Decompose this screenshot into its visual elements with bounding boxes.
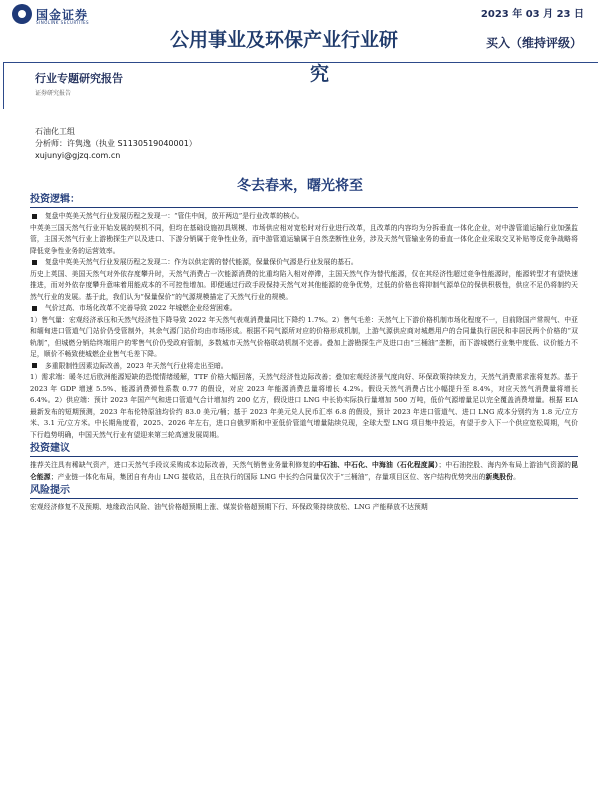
text-run: ；中石油控股、海内外布局上游油气资源的 (438, 461, 572, 469)
paragraph: 1）需求端：暖冬过后欧洲能源短缺的恐慌情绪缓解，TTF 价格大幅回落，天然气经济性边际改善；叠加宏观经济景气度向好、环保政策持续发力，天然气消费需求涨将复苏。基于 2023 年 GDP 增速 5.5%、能源消费弹性系数 0.77 的假设，对应 2023 年能源消费总量将增长 4.2%。假设天然气消费占比小幅提升至 8.4%，对应天然气消费量将增长 6.4%。2）供应端：预计 2023 年国产气和进口管道气合计增加约 200 亿方，假设进口 LNG 中长协实际执行量增加 500 万吨，低价气源增量足以完全覆盖消费增量。根据 EIA 最新发布的短期预测，2023 年布伦特原油均价约 83.0 美元/桶；基于 2023 年美元兑人民币汇率 6.8 的假设，预计 2023 年进口管道气、进口 LNG 成本分别约为 1.8 元/立方米、3.1 元/立方米。中长期角度看，2025、2026 年左右，进口自俄罗斯和中亚低价管道气增量陆续兑现，全球大型 LNG 项目集中投运，有望于步入下一个供应宽松周期，气价下行趋势明确，中国天然气行业有望迎来第三轮高速发展周期。 (30, 373, 578, 439)
bullet-point (30, 303, 578, 315)
rating-badge: 买入（维持评级） (485, 36, 582, 50)
bullet-text: 复盘中英美天然气行业发展历程之发现一：“管住中间，放开两边”是行业改革的核心。 (45, 212, 304, 220)
logo-text: 国金证券 (36, 7, 89, 22)
report-title-line1: 公用事业及环保产业行业研 (170, 29, 399, 51)
report-title-line2: 究 (310, 63, 330, 85)
stock-pick: 新奥股份 (485, 472, 514, 481)
logo-mark-icon (12, 4, 32, 24)
section-heading-logic: 投资逻辑： (30, 193, 578, 208)
report-type: 行业专题研究报告 (35, 72, 123, 85)
analyst-group: 石油化工组 (35, 127, 75, 136)
bullet-square-icon (32, 306, 37, 311)
logo-subtext: SINOLINK SECURITIES (36, 20, 90, 25)
stock-pick: 中石油、中石化、中海油（石化程度属） (316, 461, 439, 469)
paragraph: 1）售气量：宏观经济承压和天然气经济性下降导致 2022 年天然气表观消费量同比下降约 1.7%。2）售气毛差：天然气上下游价格机制市场化程度不一，目前除国产常规气、中亚和缅甸进口管道气门站价仍受管制外，其余气源门站价均由市场形成。根据不同气源所对应的价格形成机制，上游气源供应商对城燃用户的合同量执行居民和非居民两个价格的“双轨制”，但城燃分销给终端用户的零售气价仍受政府管制，多数城市天然气价格联动机制不完善。叠加上游勘探生产及进口由“三桶油”垄断，而下游城燃行业集中度低、议价能力不足，顺价不畅致使城燃企业售气毛差下降。 (30, 315, 578, 358)
report-body (30, 193, 578, 514)
paragraph: 历史上英国、美国天然气对外依存度攀升时，天然气消费占一次能源消费的比重均陷入相对停滞，主国天然气作为替代能源，仅在其经济性超过竞争性能源时，能源转型才有望快速推进，而对外依存度攀升意味着用能成本的不可控性增加。即便通过行政手段保持天然气对其他能源的竞争优势，过低的价格也将抑制气源单位的保供积极性，供应不足仍将制约天然气行业的发展。基于此，我们认为“保量保价”的气源规模描定了天然气行业的规模。 (30, 269, 578, 301)
bullet-point (30, 361, 578, 373)
stock-pick: 昆仑能源 (30, 461, 578, 481)
research-label: 证券研究报告 (35, 90, 72, 97)
analyst-name: 分析师：许隽逸（执业 S1130519040001） (35, 139, 197, 148)
section-heading-risk: 风险提示 (30, 484, 578, 499)
section-heading-suggestion: 投资建议 (30, 442, 578, 457)
document-title: 冬去春来，曙光将至 (237, 178, 363, 194)
text-run: 。 (513, 472, 520, 481)
report-date: 2023 年 03 月 23 日 (480, 9, 584, 20)
bullet-square-icon (32, 260, 37, 265)
bullet-point (30, 257, 578, 269)
bullet-square-icon (32, 363, 37, 368)
bullet-text: 多重限制性因素边际改善，2023 年天然气行业将走出至暗。 (45, 361, 228, 370)
bullet-text: 气价过高、市场化改革不完善导致 2022 年城燃企业经营困难。 (45, 304, 237, 312)
text-run: ；产业链一体化布局，集团自有舟山 LNG 接收站，且在执行的国际 LNG 中长约合同量仅次于“三桶油”，存量项目区位、客户结构优势突出的 (50, 472, 486, 481)
paragraph-risk: 宏观经济修复不及预期、地缘政治风险、油气价格超预期上涨、煤炭价格超预期下行、环保政策持续放松、LNG 产能释放不达预期 (30, 503, 428, 511)
analyst-info (35, 126, 197, 162)
bullet-point (30, 211, 578, 223)
paragraph-suggestion (30, 460, 578, 483)
bullet-text: 复盘中英美天然气行业发展历程之发现二：作为以供定需的替代能源，保量保价气源是行业发展的基石。 (45, 258, 358, 266)
bullet-square-icon (32, 214, 37, 219)
text-run: 推荐关注具有稀缺气资产，进口天然气手段议采购成本边际改善，天然气销售业务量利修复的 (30, 461, 317, 469)
paragraph: 中英美三国天然气行业开始发展的契机不同，但均在基础设施初具规模、市场供应相对宽松时对行业进行改革，且改革的内容均为分拆垂直一体化企业，对中游管道运输行业加强监管，主国天然气行业上游勘探生产以及进口、下游分销属于竞争性业务，而中游管道运输属于自然垄断性业务，涉及天然气管输业务的垂直一体化企业采取交叉补贴等反竞争战略将降低竞争性业务的运营效率。 (30, 223, 578, 255)
analyst-email[interactable]: xujunyi@gjzq.com.cn (35, 151, 121, 160)
